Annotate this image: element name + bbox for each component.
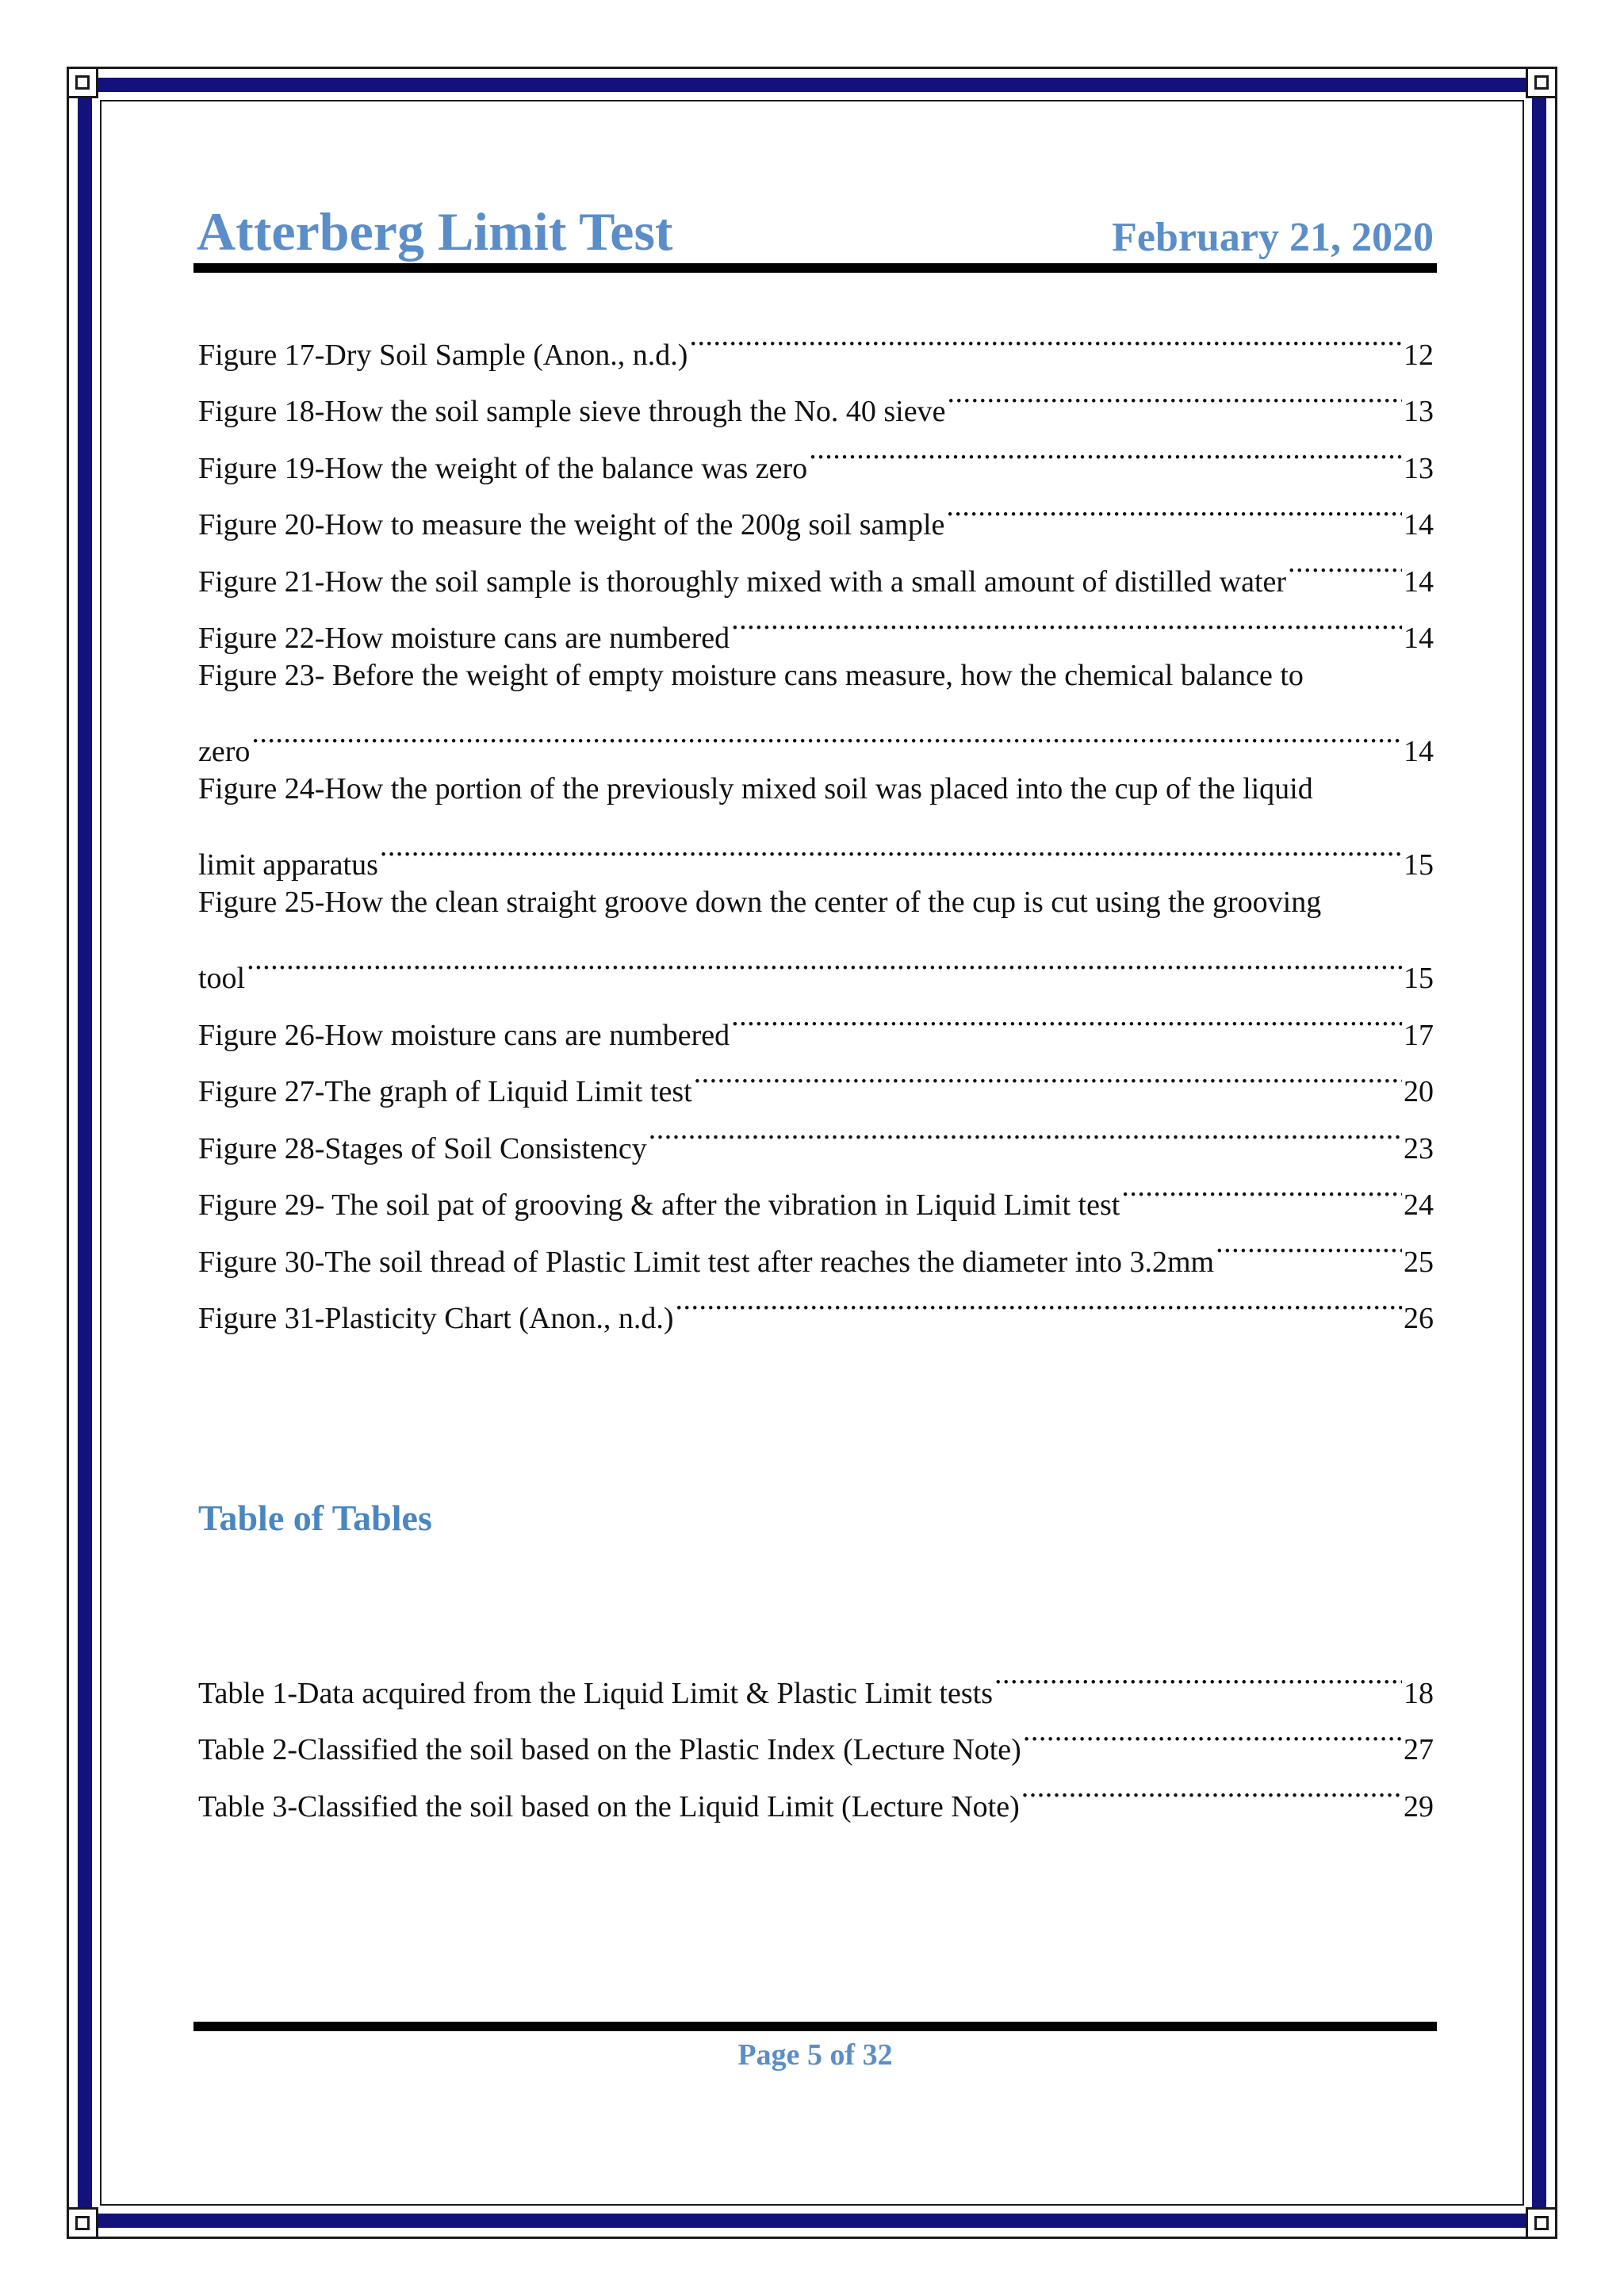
border-corner-ornament (1526, 2207, 1557, 2239)
dot-leader (380, 818, 1402, 875)
footer-rule (193, 2022, 1437, 2031)
toc-entry-page: 14 (1404, 622, 1434, 655)
toc-entry-text: Figure 27-The graph of Liquid Limit test (198, 1075, 692, 1108)
toc-entry-text: limit apparatus (198, 848, 378, 882)
toc-entry-figure-26[interactable] (198, 988, 1434, 1052)
toc-entry-figure-17[interactable] (198, 308, 1434, 372)
toc-entry-text: Figure 19-How the weight of the balance was zero (198, 451, 808, 485)
toc-entry-figure-23[interactable] (198, 705, 1434, 768)
dot-leader (731, 591, 1402, 649)
toc-entry-text: Figure 30-The soil thread of Plastic Limit test after reaches the diameter into 3.2mm (198, 1245, 1215, 1279)
toc-entry-page: 20 (1404, 1075, 1434, 1108)
toc-entry-text: Table 3-Classified the soil based on the Liquid Limit (Lecture Note) (198, 1789, 1020, 1823)
toc-entry-page: 14 (1404, 564, 1434, 599)
toc-entry-figure-24[interactable] (198, 818, 1434, 882)
toc-entry-page: 15 (1404, 962, 1434, 995)
toc-entry-text: Figure 29- The soil pat of grooving & after the vibration in Liquid Limit test (198, 1188, 1120, 1222)
toc-entry-page: 13 (1404, 451, 1434, 485)
document-date: February 21, 2020 (1112, 215, 1434, 260)
toc-entry-page: 24 (1404, 1188, 1434, 1222)
dot-leader (247, 932, 1402, 989)
dot-leader (947, 365, 1402, 422)
dot-leader (1121, 1158, 1402, 1215)
dot-leader (809, 421, 1402, 478)
toc-entry-text: zero (198, 735, 251, 768)
header-rule (193, 263, 1437, 273)
dot-leader (1216, 1215, 1402, 1272)
toc-entry-page: 17 (1404, 1018, 1434, 1052)
table-of-tables-heading: Table of Tables (198, 1498, 432, 1538)
dot-leader (1288, 534, 1402, 591)
border-corner-ornament (1526, 67, 1557, 98)
dot-leader (946, 478, 1402, 535)
toc-entry-page: 13 (1404, 395, 1434, 428)
toc-entry-figure-25-line1[interactable] (198, 874, 1434, 932)
toc-entry-text: Figure 21-How the soil sample is thoroughly mixed with a small amount of distilled water (198, 564, 1287, 599)
dot-leader (675, 1272, 1402, 1329)
toc-entry-page: 26 (1404, 1302, 1434, 1335)
toc-entry-text: tool (198, 962, 246, 995)
toc-entry-page: 18 (1404, 1676, 1434, 1710)
toc-entry-text: Figure 22-How moisture cans are numbered (198, 622, 730, 655)
dot-leader (1023, 1703, 1402, 1760)
toc-entry-text: Figure 28-Stages of Soil Consistency (198, 1131, 647, 1165)
border-corner-ornament (67, 2207, 98, 2239)
toc-entry-text: Figure 24-How the portion of the previously mixed soil was placed into the cup of the liquid (198, 772, 1313, 806)
page-number: Page 5 of 32 (737, 2038, 893, 2072)
toc-entry-text: Table 2-Classified the soil based on the Plastic Index (Lecture Note) (198, 1733, 1021, 1766)
border-corner-ornament (67, 67, 98, 98)
toc-entry-text: Figure 17-Dry Soil Sample (Anon., n.d.) (198, 338, 688, 372)
table-of-figures (198, 308, 1434, 1335)
dot-leader (649, 1101, 1402, 1158)
dot-leader (694, 1045, 1402, 1102)
toc-entry-figure-23-line1[interactable] (198, 648, 1434, 705)
toc-entry-text: Figure 23- Before the weight of empty moisture cans measure, how the chemical balance to (198, 659, 1304, 692)
dot-leader (994, 1646, 1402, 1703)
page-header (197, 195, 1434, 271)
toc-entry-page: 12 (1404, 338, 1434, 372)
toc-entry-table-1[interactable] (198, 1646, 1434, 1710)
dot-leader (1021, 1759, 1402, 1816)
toc-entry-page: 25 (1404, 1245, 1434, 1279)
dot-leader (251, 705, 1402, 762)
toc-entry-page: 14 (1404, 735, 1434, 768)
toc-entry-figure-24-line1[interactable] (198, 761, 1434, 818)
toc-entry-text: Figure 20-How to measure the weight of the 200g soil sample (198, 508, 945, 541)
dot-leader (689, 308, 1402, 365)
document-title: Atterberg Limit Test (197, 201, 673, 262)
toc-entry-figure-25[interactable] (198, 932, 1434, 995)
toc-entry-page: 29 (1404, 1789, 1434, 1823)
toc-entry-page: 14 (1404, 508, 1434, 541)
toc-entry-text: Figure 25-How the clean straight groove down the center of the cup is cut using the grooving (198, 886, 1322, 919)
toc-entry-text: Figure 26-How moisture cans are numbered (198, 1018, 730, 1052)
toc-entry-page: 27 (1404, 1733, 1434, 1766)
toc-entry-text: Figure 31-Plasticity Chart (Anon., n.d.) (198, 1302, 674, 1335)
toc-entry-text: Figure 18-How the soil sample sieve through the No. 40 sieve (198, 395, 946, 428)
table-of-tables (198, 1646, 1434, 1823)
dot-leader (731, 988, 1402, 1045)
toc-entry-page: 15 (1404, 848, 1434, 882)
toc-entry-text: Table 1-Data acquired from the Liquid Limit & Plastic Limit tests (198, 1676, 993, 1710)
toc-entry-page: 23 (1404, 1131, 1434, 1165)
